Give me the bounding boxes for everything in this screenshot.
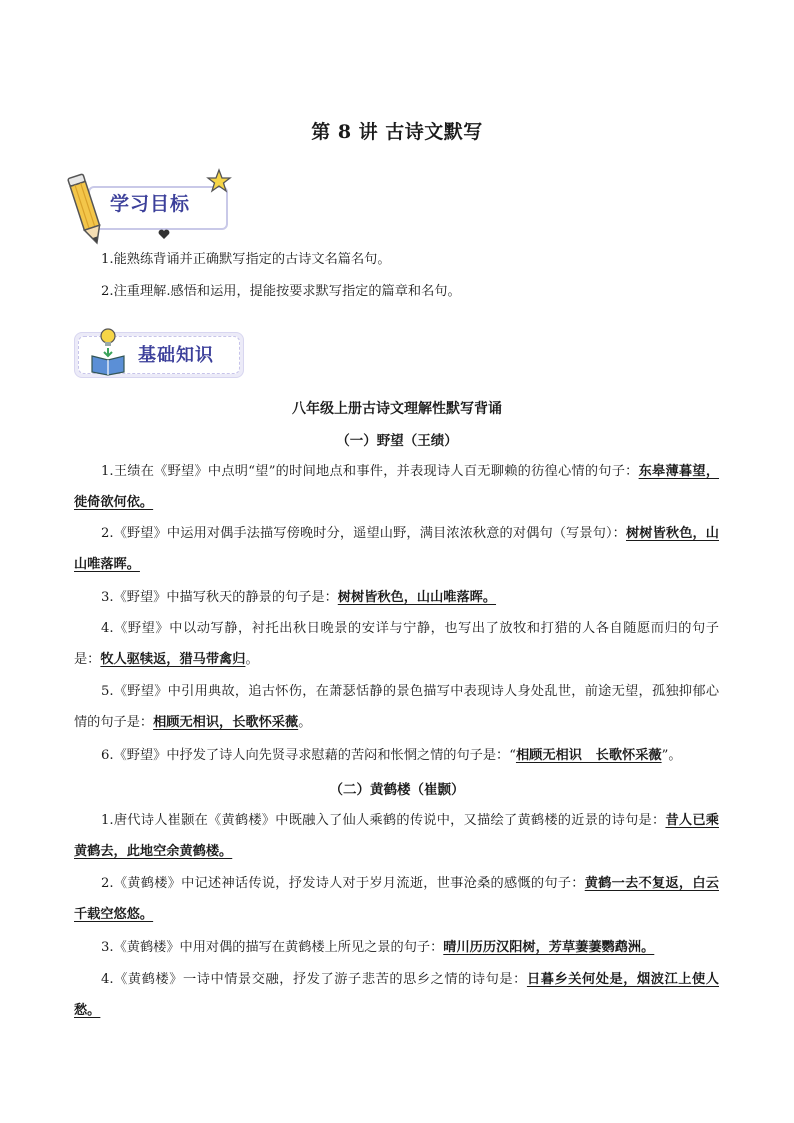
answer-text: 树树皆秋色，山山唯落晖。 (337, 590, 497, 605)
question-text: 5.《野望》中引用典故，追古怀伤，在萧瑟恬静的景色描写中表现诗人身处乱世，前途无望，孤独抑郁心情的句子是： (74, 684, 719, 730)
question-2-3 (74, 932, 719, 963)
answer-text: 相顾无相识，长歌怀采薇 (153, 715, 299, 730)
question-1-5 (74, 676, 719, 738)
question-text: 1.王绩在《野望》中点明“望”的时间地点和事件，并表现诗人百无聊赖的彷徨心情的句子： (101, 464, 639, 479)
page-title: 第 8 讲 古诗文默写 (311, 121, 483, 143)
goal-item-2: 2.注重理解.感悟和运用，提能按要求默写指定的篇章和名句。 (101, 284, 461, 299)
book-lightbulb-icon (88, 326, 128, 376)
question-1-6 (74, 740, 719, 771)
answer-text: 东皋薄暮望，徙倚欲何依。 (74, 464, 720, 510)
question-text: 1.唐代诗人崔颢在《黄鹤楼》中既融入了仙人乘鹤的传说中，又描绘了黄鹤楼的近景的诗句是： (101, 813, 666, 828)
answer-text: 晴川历历汉阳树，芳草萋萋鹦鹉洲。 (443, 940, 655, 955)
question-2-2 (74, 868, 719, 930)
main-title: 八年级上册古诗文理解性默写背诵 (292, 401, 502, 417)
question-2-1 (74, 805, 719, 867)
question-2-4 (74, 964, 719, 1026)
answer-text: 日暮乡关何处是，烟波江上使人愁。 (74, 972, 719, 1018)
question-text: 2.《黄鹤楼》中记述神话传说，抒发诗人对于岁月流逝，世事沧桑的感慨的句子： (101, 876, 585, 891)
question-tail: ”。 (661, 748, 682, 763)
question-text: 3.《黄鹤楼》中用对偶的描写在黄鹤楼上所见之景的句子： (101, 940, 444, 955)
question-text: 2.《野望》中运用对偶手法描写傍晚时分，遥望山野，满目浓浓秋意的对偶句（写景句）： (101, 526, 626, 541)
question-1-1 (74, 456, 719, 518)
question-tail: 。 (245, 652, 259, 667)
question-tail: 。 (298, 715, 312, 730)
pencil-icon (66, 168, 110, 250)
question-1-2 (74, 518, 719, 580)
learning-goals-badge (66, 168, 236, 250)
goal-item-1: 1.能熟练背诵并正确默写指定的古诗文名篇名句。 (101, 252, 391, 267)
section-title-2: （二）黄鹤楼（崔颢） (329, 782, 465, 798)
answer-text: 黄鹤一去不复返，白云千载空悠悠。 (74, 876, 719, 922)
answer-text: 昔人已乘黄鹤去，此地空余黄鹤楼。 (74, 813, 719, 859)
star-icon (206, 168, 232, 194)
answer-text: 牧人驱犊返，猎马带禽归 (100, 652, 246, 667)
question-text: 4.《野望》中以动写静，衬托出秋日晚景的安详与宁静，也写出了放牧和打猎的人各自随愿而归的句子是： (74, 621, 719, 667)
heart-icon (158, 229, 170, 240)
question-text: 3.《野望》中描写秋天的静景的句子是： (101, 590, 338, 605)
question-text: 4.《黄鹤楼》一诗中情景交融，抒发了游子悲苦的思乡之情的诗句是： (101, 972, 527, 987)
question-text: 6.《野望》中抒发了诗人向先贤寻求慰藉的苦闷和怅惘之情的句子是：“ (101, 748, 516, 763)
question-1-3 (74, 582, 719, 613)
section-title-1: （一）野望（王绩） (336, 433, 458, 449)
answer-text: 相顾无相识 长歌怀采薇 (515, 748, 662, 763)
question-1-4 (74, 613, 719, 675)
basic-knowledge-badge (74, 326, 246, 382)
answer-text: 树树皆秋色，山山唯落晖。 (74, 526, 719, 572)
basic-knowledge-label: 基础知识 (138, 345, 214, 366)
learning-goals-label: 学习目标 (110, 193, 191, 215)
